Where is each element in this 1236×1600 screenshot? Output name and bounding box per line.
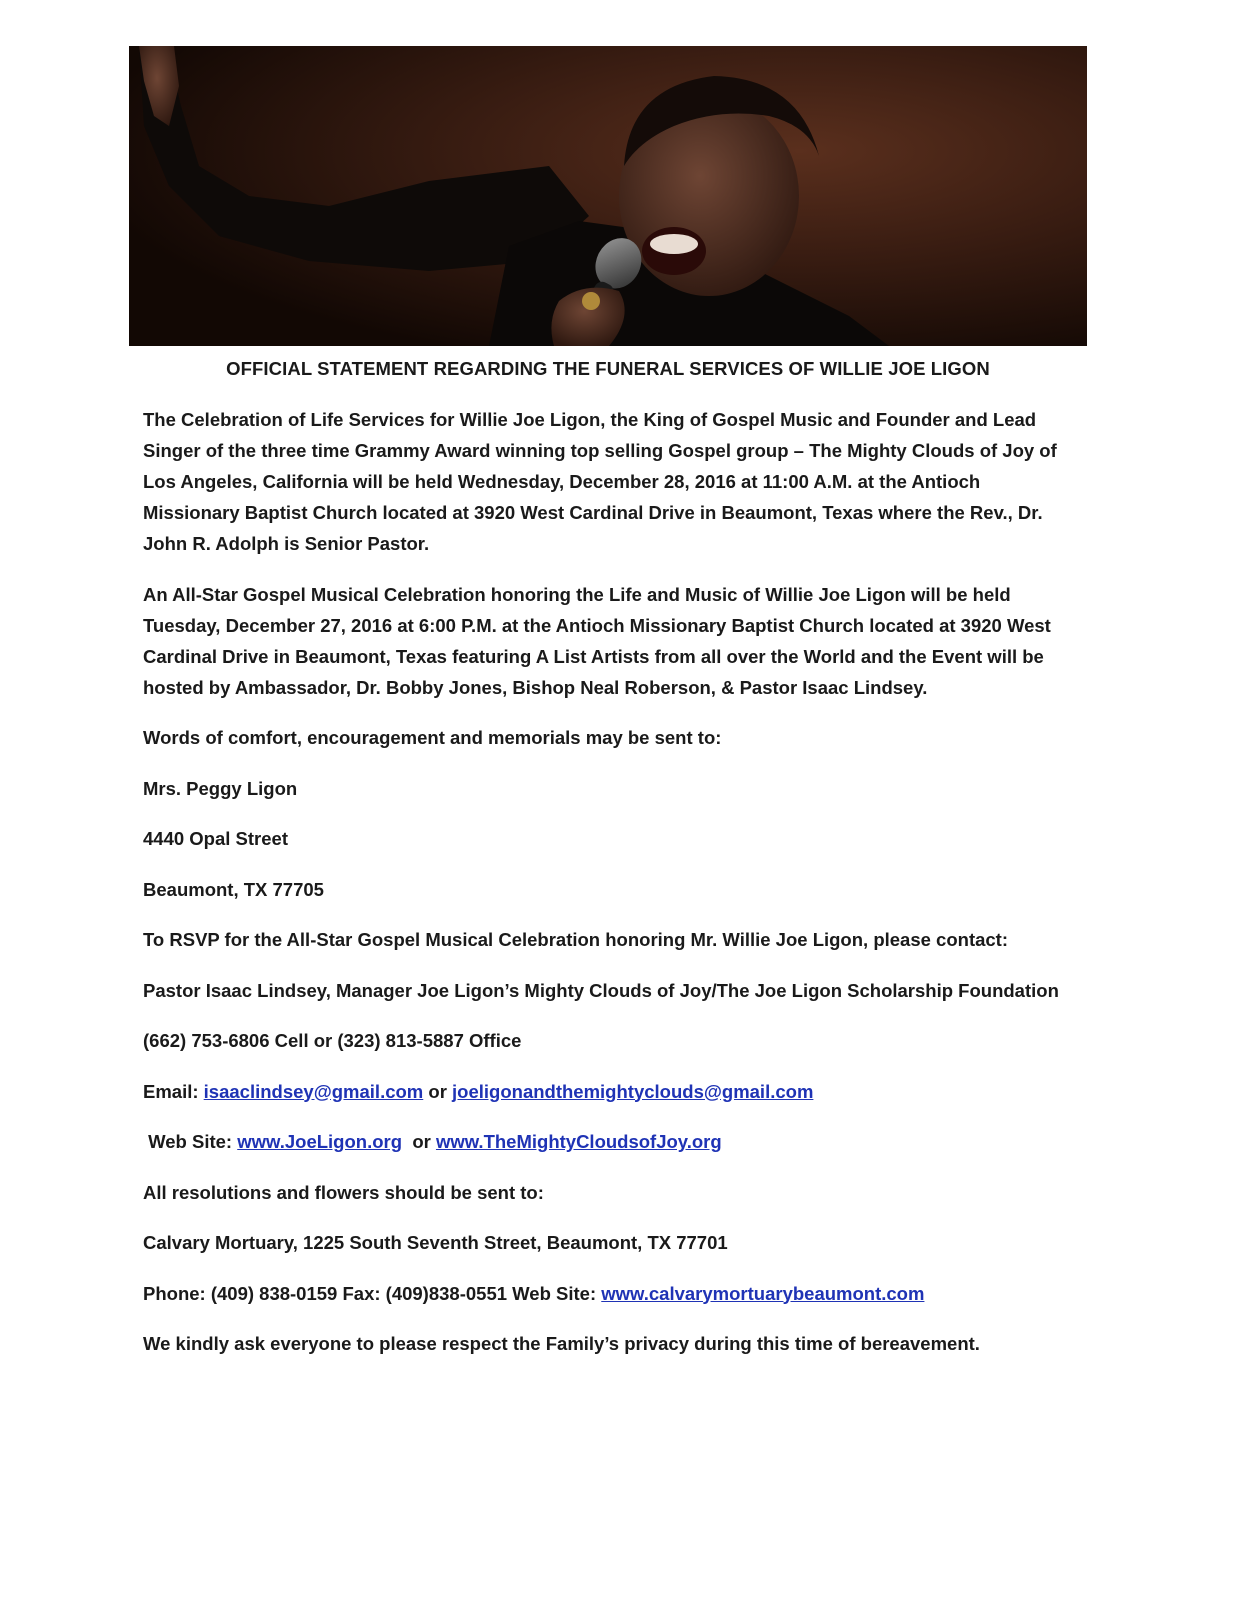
website-link-joeligon[interactable]: www.JoeLigon.org <box>237 1131 403 1152</box>
email-separator: or <box>428 1080 447 1102</box>
address-city: Beaumont, TX 77705 <box>143 878 324 900</box>
website-label: Web Site: <box>148 1131 233 1152</box>
email-link-isaac[interactable]: isaaclindsey@gmail.com <box>203 1080 424 1102</box>
singer-photo-illustration <box>129 46 1087 346</box>
email-label: Email: <box>143 1080 199 1102</box>
closing-statement: We kindly ask everyone to please respect the Family’s privacy during this time of bereavement. <box>143 1333 980 1354</box>
celebration-paragraph: An All-Star Gospel Musical Celebration honoring the Life and Music of Willie Joe Ligon will be held Tuesday, December 27, 2016 at 6:00 P.M. at the Antioch Missionary Baptist Church located at 3920 West Cardinal Drive in Beaumont, Texas featuring A List Artists from all over the World and the Event will be hosted by Ambassador, Dr. Bobby Jones, Bishop Neal Roberson, & Pastor Isaac Lindsey. <box>143 583 1051 698</box>
memorials-intro: Words of comfort, encouragement and memorials may be sent to: <box>143 727 722 748</box>
address-name: Mrs. Peggy Ligon <box>143 777 298 799</box>
rsvp-contact: Pastor Isaac Lindsey, Manager Joe Ligon’s Mighty Clouds of Joy/The Joe Ligon Scholarship Foundation <box>143 979 1059 1001</box>
mortuary-website-link[interactable]: www.calvarymortuarybeaumont.com <box>601 1282 925 1304</box>
website-separator: or <box>412 1131 431 1152</box>
address-street: 4440 Opal Street <box>143 828 288 849</box>
page-title: OFFICIAL STATEMENT REGARDING THE FUNERAL SERVICES OF WILLIE JOE LIGON <box>226 358 990 379</box>
email-link-mighty-clouds[interactable]: joeligonandthemightyclouds@gmail.com <box>452 1080 814 1102</box>
rsvp-phones: (662) 753-6806 Cell or (323) 813-5887 Office <box>143 1030 522 1051</box>
hero-photo <box>129 46 1087 346</box>
website-line <box>143 1126 1071 1157</box>
mortuary-contact-text: Phone: (409) 838-0159 Fax: (409)838-0551 Web Site: <box>143 1282 597 1304</box>
statement-body <box>143 404 1071 1379</box>
mortuary-address: Calvary Mortuary, 1225 South Seventh Street, Beaumont, TX 77701 <box>143 1232 728 1253</box>
email-line <box>143 1076 1071 1107</box>
website-link-mighty-clouds[interactable]: www.TheMightyCloudsofJoy.org <box>435 1131 722 1152</box>
rsvp-intro: To RSVP for the All-Star Gospel Musical Celebration honoring Mr. Willie Joe Ligon, please contact: <box>143 929 1009 950</box>
flowers-intro: All resolutions and flowers should be sent to: <box>143 1181 544 1203</box>
mortuary-contact-line <box>143 1278 1071 1309</box>
services-paragraph: The Celebration of Life Services for Willie Joe Ligon, the King of Gospel Music and Founder and Lead Singer of the three time Grammy Award winning top selling Gospel group – The Mighty Clouds of Joy of Los Angeles, California will be held Wednesday, December 28, 2016 at 11:00 A.M. at the Antioch Missionary Baptist Church located at 3920 West Cardinal Drive in Beaumont, Texas where the Rev., Dr. John R. Adolph is Senior Pastor. <box>143 409 1057 554</box>
